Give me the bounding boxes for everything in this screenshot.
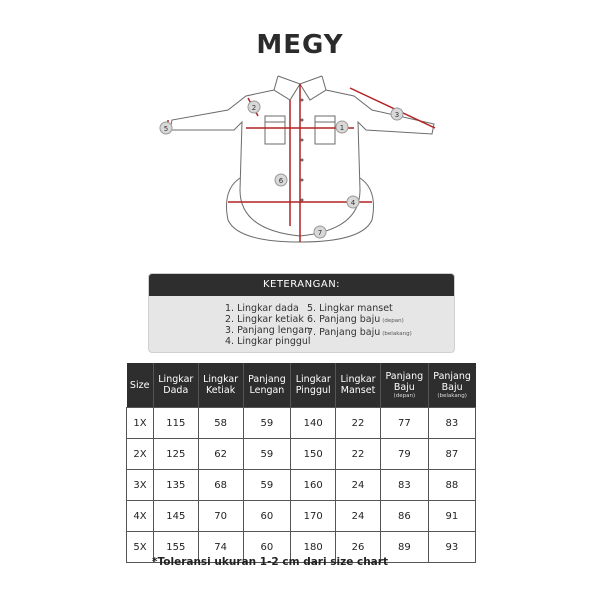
- table-cell: 60: [243, 501, 291, 532]
- table-cell: 24: [336, 470, 381, 501]
- table-cell: 74: [198, 532, 243, 563]
- marker-4: 4: [350, 199, 356, 207]
- table-cell: 77: [380, 408, 428, 439]
- table-cell: 70: [198, 501, 243, 532]
- table-cell: 93: [428, 532, 475, 563]
- table-cell: 22: [336, 408, 381, 439]
- header-size: Size: [127, 363, 154, 408]
- header-lingkar-dada: Lingkar Dada: [153, 363, 198, 408]
- table-row: [127, 439, 476, 470]
- table-cell: 150: [291, 439, 336, 470]
- legend-item: 2. Lingkar ketiak: [225, 314, 304, 325]
- table-cell: 155: [153, 532, 198, 563]
- size-chart-table: [126, 363, 476, 563]
- product-title: MEGY: [256, 30, 344, 60]
- table-cell: 160: [291, 470, 336, 501]
- table-cell: 59: [243, 408, 291, 439]
- table-cell: 83: [428, 408, 475, 439]
- legend-column-2: [307, 303, 412, 340]
- legend-item: 6. Panjang baju (depan): [307, 314, 404, 325]
- cell-size: 2X: [127, 439, 154, 470]
- table-cell: 59: [243, 470, 291, 501]
- marker-1: 1: [339, 124, 345, 132]
- table-row: [127, 408, 476, 439]
- cell-size: 5X: [127, 532, 154, 563]
- header-panjang-lengan: Panjang Lengan: [243, 363, 291, 408]
- table-row: [127, 501, 476, 532]
- table-cell: 87: [428, 439, 475, 470]
- table-row: [127, 470, 476, 501]
- marker-5: 5: [163, 125, 169, 133]
- header-panjang-baju-depan: Panjang Baju (depan): [380, 363, 428, 408]
- cell-size: 1X: [127, 408, 154, 439]
- cell-size: 4X: [127, 501, 154, 532]
- table-cell: 135: [153, 470, 198, 501]
- table-cell: 180: [291, 532, 336, 563]
- table-cell: 79: [380, 439, 428, 470]
- legend-item: 3. Panjang lengan: [225, 325, 311, 336]
- shirt-measurement-diagram: [150, 70, 450, 270]
- table-cell: 140: [291, 408, 336, 439]
- cell-size: 3X: [127, 470, 154, 501]
- header-lingkar-ketiak: Lingkar Ketiak: [198, 363, 243, 408]
- table-cell: 83: [380, 470, 428, 501]
- table-header-row: [127, 363, 476, 408]
- table-cell: 115: [153, 408, 198, 439]
- table-cell: 26: [336, 532, 381, 563]
- table-cell: 170: [291, 501, 336, 532]
- legend-header: KETERANGAN:: [149, 274, 454, 296]
- legend-item: 4. Lingkar pinggul: [225, 336, 311, 347]
- table-cell: 88: [428, 470, 475, 501]
- header-lingkar-manset: Lingkar Manset: [336, 363, 381, 408]
- legend-column-1: [225, 303, 311, 347]
- marker-3: 3: [394, 111, 400, 119]
- marker-7: 7: [317, 229, 323, 237]
- legend-item: 5. Lingkar manset: [307, 303, 393, 314]
- header-panjang-baju-belakang: Panjang Baju (belakang): [428, 363, 475, 408]
- table-cell: 89: [380, 532, 428, 563]
- table-cell: 91: [428, 501, 475, 532]
- table-cell: 62: [198, 439, 243, 470]
- marker-2: 2: [251, 104, 257, 112]
- table-cell: 60: [243, 532, 291, 563]
- header-lingkar-pinggul: Lingkar Pinggul: [291, 363, 336, 408]
- legend-item: 7. Panjang baju (belakang): [307, 327, 412, 338]
- table-cell: 86: [380, 501, 428, 532]
- table-cell: 125: [153, 439, 198, 470]
- table-cell: 58: [198, 408, 243, 439]
- table-cell: 145: [153, 501, 198, 532]
- legend-box: [148, 273, 455, 353]
- tolerance-footnote: *Toleransi ukuran 1-2 cm dari size chart: [152, 556, 388, 568]
- table-cell: 59: [243, 439, 291, 470]
- legend-item: 1. Lingkar dada: [225, 303, 299, 314]
- table-cell: 24: [336, 501, 381, 532]
- table-cell: 68: [198, 470, 243, 501]
- table-cell: 22: [336, 439, 381, 470]
- marker-6: 6: [278, 177, 284, 185]
